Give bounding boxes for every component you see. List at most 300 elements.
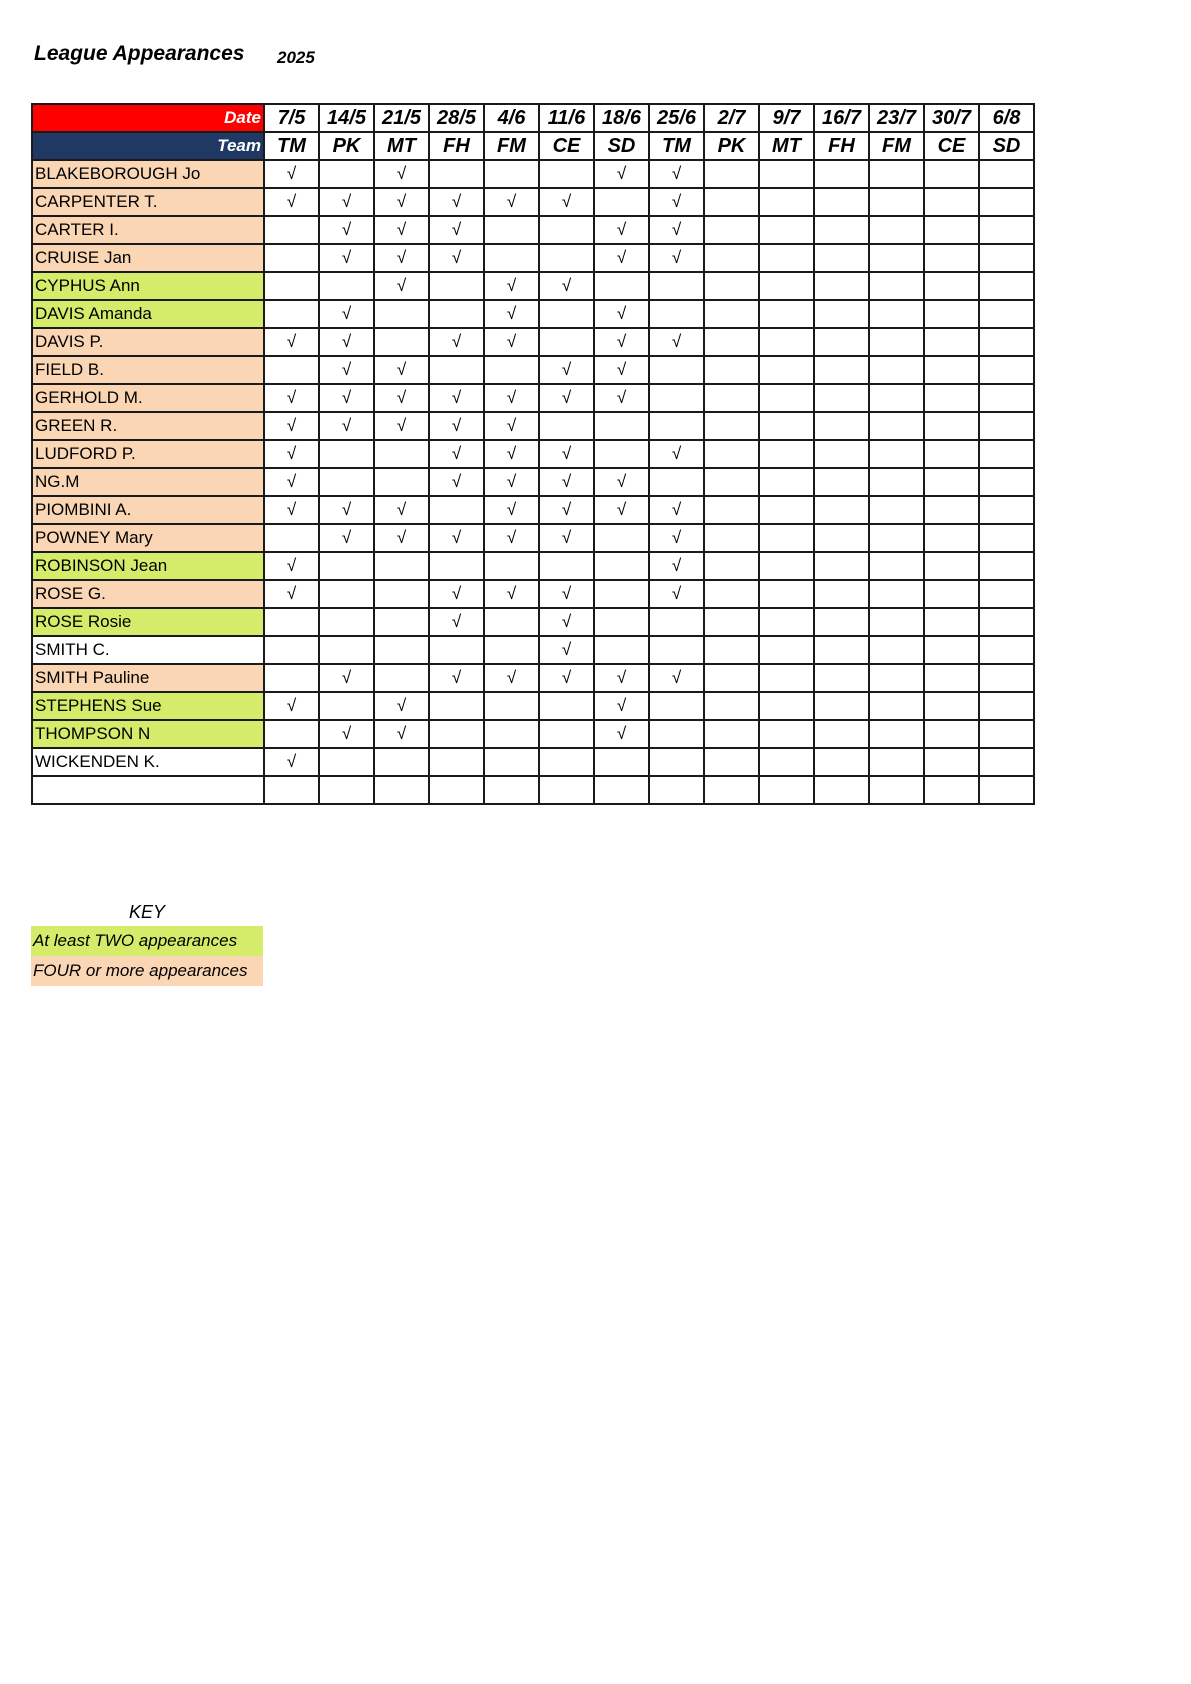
appearance-cell <box>869 300 924 328</box>
appearance-cell <box>979 216 1034 244</box>
player-name: CRUISE Jan <box>32 244 264 272</box>
appearance-cell <box>814 664 869 692</box>
appearance-cell <box>594 608 649 636</box>
appearance-cell <box>979 524 1034 552</box>
appearance-tick: √ <box>429 216 484 244</box>
appearance-tick: √ <box>539 664 594 692</box>
appearance-tick: √ <box>484 468 539 496</box>
player-name: GERHOLD M. <box>32 384 264 412</box>
appearance-cell <box>539 328 594 356</box>
appearance-tick: √ <box>539 384 594 412</box>
table-row <box>32 160 1034 188</box>
appearance-tick: √ <box>539 440 594 468</box>
appearance-cell <box>869 272 924 300</box>
table-row <box>32 496 1034 524</box>
appearance-tick: √ <box>539 636 594 664</box>
appearance-cell <box>704 748 759 776</box>
appearance-tick: √ <box>594 468 649 496</box>
appearance-cell <box>704 412 759 440</box>
appearance-cell <box>924 524 979 552</box>
date-header-cell: 18/6 <box>594 104 649 132</box>
appearance-cell <box>484 608 539 636</box>
appearance-cell <box>594 272 649 300</box>
appearance-cell <box>319 636 374 664</box>
appearance-cell <box>759 440 814 468</box>
appearance-cell <box>924 244 979 272</box>
appearance-tick: √ <box>429 188 484 216</box>
player-name: CYPHUS Ann <box>32 272 264 300</box>
team-header-row <box>32 132 1034 160</box>
appearance-cell <box>869 608 924 636</box>
appearance-tick: √ <box>429 328 484 356</box>
appearance-cell <box>264 244 319 272</box>
appearance-cell <box>814 188 869 216</box>
appearance-cell <box>759 636 814 664</box>
appearance-tick: √ <box>264 440 319 468</box>
appearance-cell <box>759 552 814 580</box>
table-row <box>32 692 1034 720</box>
appearances-table-body <box>32 104 1034 804</box>
appearance-cell <box>814 748 869 776</box>
appearance-tick: √ <box>649 160 704 188</box>
appearance-cell <box>814 328 869 356</box>
table-row <box>32 608 1034 636</box>
appearance-cell <box>869 440 924 468</box>
appearance-cell <box>979 720 1034 748</box>
appearance-cell <box>759 580 814 608</box>
appearance-tick: √ <box>594 720 649 748</box>
appearance-cell <box>429 776 484 804</box>
appearance-cell <box>429 356 484 384</box>
team-header-cell: TM <box>264 132 319 160</box>
appearance-cell <box>979 272 1034 300</box>
appearance-cell <box>869 720 924 748</box>
appearance-cell <box>979 608 1034 636</box>
appearance-cell <box>319 608 374 636</box>
appearance-cell <box>429 300 484 328</box>
appearance-cell <box>484 692 539 720</box>
appearance-cell <box>814 636 869 664</box>
appearance-cell <box>924 608 979 636</box>
appearance-cell <box>704 720 759 748</box>
appearance-cell <box>869 468 924 496</box>
appearance-cell <box>704 384 759 412</box>
appearance-cell <box>814 608 869 636</box>
player-name: ROSE G. <box>32 580 264 608</box>
player-name <box>32 776 264 804</box>
date-header-cell: 9/7 <box>759 104 814 132</box>
appearance-cell <box>979 496 1034 524</box>
appearance-tick: √ <box>429 412 484 440</box>
table-row <box>32 272 1034 300</box>
appearance-tick: √ <box>319 524 374 552</box>
appearance-tick: √ <box>484 384 539 412</box>
date-header-row <box>32 104 1034 132</box>
appearance-cell <box>484 636 539 664</box>
appearance-cell <box>759 300 814 328</box>
appearance-cell <box>924 300 979 328</box>
table-row <box>32 244 1034 272</box>
team-header-cell: FM <box>484 132 539 160</box>
appearance-cell <box>869 244 924 272</box>
appearance-tick: √ <box>319 188 374 216</box>
player-name: GREEN R. <box>32 412 264 440</box>
appearance-cell <box>924 468 979 496</box>
appearance-cell <box>814 552 869 580</box>
page-title: League Appearances <box>34 42 245 65</box>
appearance-tick: √ <box>374 692 429 720</box>
player-name: ROSE Rosie <box>32 608 264 636</box>
table-row <box>32 216 1034 244</box>
appearance-cell <box>649 692 704 720</box>
appearance-cell <box>429 552 484 580</box>
team-header-cell: FH <box>429 132 484 160</box>
appearance-tick: √ <box>594 692 649 720</box>
appearance-tick: √ <box>594 328 649 356</box>
table-row <box>32 468 1034 496</box>
appearance-cell <box>814 524 869 552</box>
appearance-cell <box>979 244 1034 272</box>
appearance-cell <box>869 664 924 692</box>
appearance-cell <box>759 412 814 440</box>
player-name: CARTER I. <box>32 216 264 244</box>
appearance-tick: √ <box>429 608 484 636</box>
appearance-cell <box>704 496 759 524</box>
appearance-cell <box>539 748 594 776</box>
appearance-cell <box>484 356 539 384</box>
appearance-cell <box>539 776 594 804</box>
appearance-cell <box>814 384 869 412</box>
appearance-cell <box>594 636 649 664</box>
appearance-cell <box>429 496 484 524</box>
appearance-cell <box>979 636 1034 664</box>
appearance-tick: √ <box>649 524 704 552</box>
appearance-cell <box>759 692 814 720</box>
table-row <box>32 552 1034 580</box>
appearance-cell <box>264 664 319 692</box>
table-row <box>32 188 1034 216</box>
appearance-cell <box>869 692 924 720</box>
appearance-cell <box>924 384 979 412</box>
appearance-cell <box>814 412 869 440</box>
appearance-cell <box>319 552 374 580</box>
appearance-cell <box>264 300 319 328</box>
appearance-cell <box>759 216 814 244</box>
appearance-cell <box>979 160 1034 188</box>
appearance-tick: √ <box>539 272 594 300</box>
player-name: POWNEY Mary <box>32 524 264 552</box>
appearance-cell <box>539 160 594 188</box>
season-year: 2025 <box>277 48 315 67</box>
appearance-tick: √ <box>264 384 319 412</box>
appearance-cell <box>319 272 374 300</box>
appearance-cell <box>814 440 869 468</box>
player-name: DAVIS Amanda <box>32 300 264 328</box>
appearance-tick: √ <box>484 272 539 300</box>
appearance-cell <box>979 664 1034 692</box>
appearance-tick: √ <box>484 412 539 440</box>
appearance-tick: √ <box>539 580 594 608</box>
appearance-cell <box>869 328 924 356</box>
team-header-cell: PK <box>704 132 759 160</box>
appearance-cell <box>319 776 374 804</box>
appearance-tick: √ <box>319 300 374 328</box>
appearance-cell <box>704 300 759 328</box>
appearance-cell <box>704 552 759 580</box>
appearance-tick: √ <box>264 496 319 524</box>
appearance-cell <box>979 412 1034 440</box>
appearance-cell <box>484 776 539 804</box>
appearance-tick: √ <box>264 188 319 216</box>
player-name: NG.M <box>32 468 264 496</box>
appearance-tick: √ <box>594 160 649 188</box>
table-row <box>32 300 1034 328</box>
key-item-four: FOUR or more appearances <box>31 956 263 986</box>
appearance-cell <box>319 160 374 188</box>
appearance-tick: √ <box>594 244 649 272</box>
appearance-cell <box>594 188 649 216</box>
table-row <box>32 384 1034 412</box>
appearance-cell <box>264 524 319 552</box>
appearance-cell <box>979 552 1034 580</box>
appearance-cell <box>704 216 759 244</box>
date-header-cell: 2/7 <box>704 104 759 132</box>
appearance-tick: √ <box>484 580 539 608</box>
appearance-tick: √ <box>649 188 704 216</box>
appearance-tick: √ <box>594 384 649 412</box>
appearance-tick: √ <box>649 552 704 580</box>
appearance-tick: √ <box>319 496 374 524</box>
appearance-cell <box>594 580 649 608</box>
appearance-cell <box>759 384 814 412</box>
appearance-cell <box>924 412 979 440</box>
key-item-two: At least TWO appearances <box>31 926 263 956</box>
appearance-cell <box>374 328 429 356</box>
date-header-cell: 16/7 <box>814 104 869 132</box>
appearance-cell <box>924 160 979 188</box>
appearance-cell <box>704 468 759 496</box>
appearance-cell <box>319 748 374 776</box>
appearance-cell <box>924 328 979 356</box>
appearance-cell <box>704 608 759 636</box>
appearance-cell <box>374 580 429 608</box>
appearance-cell <box>979 356 1034 384</box>
appearance-cell <box>374 664 429 692</box>
team-label: Team <box>32 132 264 160</box>
appearance-cell <box>759 160 814 188</box>
appearance-cell <box>814 496 869 524</box>
table-row <box>32 720 1034 748</box>
appearance-tick: √ <box>374 356 429 384</box>
key-title: KEY <box>128 902 166 922</box>
appearance-cell <box>814 720 869 748</box>
appearance-cell <box>814 160 869 188</box>
appearance-tick: √ <box>374 216 429 244</box>
appearance-cell <box>539 412 594 440</box>
appearance-cell <box>924 720 979 748</box>
appearance-tick: √ <box>319 412 374 440</box>
appearance-tick: √ <box>429 664 484 692</box>
team-header-cell: SD <box>979 132 1034 160</box>
appearance-tick: √ <box>649 440 704 468</box>
appearance-cell <box>759 720 814 748</box>
appearance-cell <box>814 216 869 244</box>
appearance-cell <box>539 552 594 580</box>
date-header-cell: 21/5 <box>374 104 429 132</box>
appearance-tick: √ <box>374 496 429 524</box>
appearance-cell <box>374 552 429 580</box>
team-header-cell: MT <box>759 132 814 160</box>
appearance-cell <box>649 636 704 664</box>
appearance-tick: √ <box>374 272 429 300</box>
player-name: SMITH Pauline <box>32 664 264 692</box>
appearance-cell <box>429 272 484 300</box>
appearance-cell <box>924 748 979 776</box>
table-row <box>32 412 1034 440</box>
appearance-cell <box>979 328 1034 356</box>
appearance-cell <box>924 552 979 580</box>
appearance-cell <box>539 692 594 720</box>
appearance-cell <box>979 776 1034 804</box>
appearance-cell <box>319 468 374 496</box>
appearance-cell <box>649 300 704 328</box>
appearance-tick: √ <box>594 664 649 692</box>
appearance-cell <box>704 664 759 692</box>
appearance-cell <box>869 384 924 412</box>
date-header-cell: 14/5 <box>319 104 374 132</box>
player-name: ROBINSON Jean <box>32 552 264 580</box>
key-items <box>31 926 263 986</box>
appearance-cell <box>924 496 979 524</box>
appearance-cell <box>869 776 924 804</box>
appearance-tick: √ <box>374 524 429 552</box>
appearance-cell <box>539 216 594 244</box>
appearance-tick: √ <box>539 188 594 216</box>
appearance-cell <box>484 244 539 272</box>
appearance-cell <box>649 776 704 804</box>
appearance-cell <box>869 356 924 384</box>
appearance-tick: √ <box>264 160 319 188</box>
player-name: FIELD B. <box>32 356 264 384</box>
player-name: SMITH C. <box>32 636 264 664</box>
appearance-cell <box>869 160 924 188</box>
appearance-cell <box>759 468 814 496</box>
appearance-cell <box>264 776 319 804</box>
appearance-cell <box>704 776 759 804</box>
appearance-cell <box>759 748 814 776</box>
appearance-tick: √ <box>429 468 484 496</box>
appearance-cell <box>484 216 539 244</box>
appearance-tick: √ <box>484 664 539 692</box>
appearance-tick: √ <box>319 664 374 692</box>
appearance-cell <box>759 524 814 552</box>
appearance-cell <box>539 300 594 328</box>
date-header-cell: 4/6 <box>484 104 539 132</box>
appearance-tick: √ <box>594 216 649 244</box>
appearance-tick: √ <box>484 440 539 468</box>
appearance-cell <box>649 384 704 412</box>
date-header-cell: 23/7 <box>869 104 924 132</box>
appearance-cell <box>319 580 374 608</box>
appearance-cell <box>264 636 319 664</box>
player-name: PIOMBINI A. <box>32 496 264 524</box>
appearance-cell <box>924 692 979 720</box>
appearance-cell <box>704 160 759 188</box>
appearance-tick: √ <box>484 328 539 356</box>
appearance-tick: √ <box>484 188 539 216</box>
appearance-cell <box>814 272 869 300</box>
appearance-tick: √ <box>319 384 374 412</box>
appearance-cell <box>979 384 1034 412</box>
team-header-cell: CE <box>539 132 594 160</box>
appearance-cell <box>979 440 1034 468</box>
appearance-cell <box>484 720 539 748</box>
appearance-tick: √ <box>264 328 319 356</box>
appearance-cell <box>374 748 429 776</box>
table-row <box>32 524 1034 552</box>
appearance-cell <box>979 748 1034 776</box>
appearance-cell <box>814 468 869 496</box>
appearance-tick: √ <box>264 580 319 608</box>
appearance-cell <box>649 748 704 776</box>
date-header-cell: 6/8 <box>979 104 1034 132</box>
appearance-cell <box>594 776 649 804</box>
appearance-cell <box>264 720 319 748</box>
appearance-tick: √ <box>264 468 319 496</box>
appearance-tick: √ <box>319 216 374 244</box>
table-row <box>32 580 1034 608</box>
appearance-cell <box>759 244 814 272</box>
appearance-tick: √ <box>374 720 429 748</box>
appearance-tick: √ <box>264 412 319 440</box>
appearance-cell <box>374 300 429 328</box>
appearance-tick: √ <box>429 440 484 468</box>
appearance-cell <box>429 636 484 664</box>
appearance-cell <box>319 692 374 720</box>
appearance-cell <box>924 776 979 804</box>
appearance-tick: √ <box>539 608 594 636</box>
appearance-cell <box>704 328 759 356</box>
appearance-cell <box>649 720 704 748</box>
appearance-cell <box>594 412 649 440</box>
date-header-cell: 7/5 <box>264 104 319 132</box>
appearance-cell <box>924 272 979 300</box>
appearance-cell <box>704 356 759 384</box>
appearance-cell <box>924 188 979 216</box>
appearance-cell <box>814 692 869 720</box>
date-header-cell: 28/5 <box>429 104 484 132</box>
appearance-tick: √ <box>539 496 594 524</box>
team-header-cell: MT <box>374 132 429 160</box>
team-header-cell: CE <box>924 132 979 160</box>
appearance-cell <box>374 468 429 496</box>
appearance-tick: √ <box>649 580 704 608</box>
appearance-cell <box>649 356 704 384</box>
appearance-cell <box>484 748 539 776</box>
appearance-cell <box>704 580 759 608</box>
appearance-tick: √ <box>484 524 539 552</box>
appearance-tick: √ <box>649 664 704 692</box>
appearance-cell <box>704 692 759 720</box>
appearance-cell <box>759 328 814 356</box>
appearance-cell <box>374 636 429 664</box>
appearance-cell <box>704 636 759 664</box>
appearance-cell <box>759 356 814 384</box>
appearances-table <box>31 103 1035 805</box>
appearance-cell <box>704 440 759 468</box>
appearance-cell <box>814 776 869 804</box>
appearance-cell <box>649 468 704 496</box>
